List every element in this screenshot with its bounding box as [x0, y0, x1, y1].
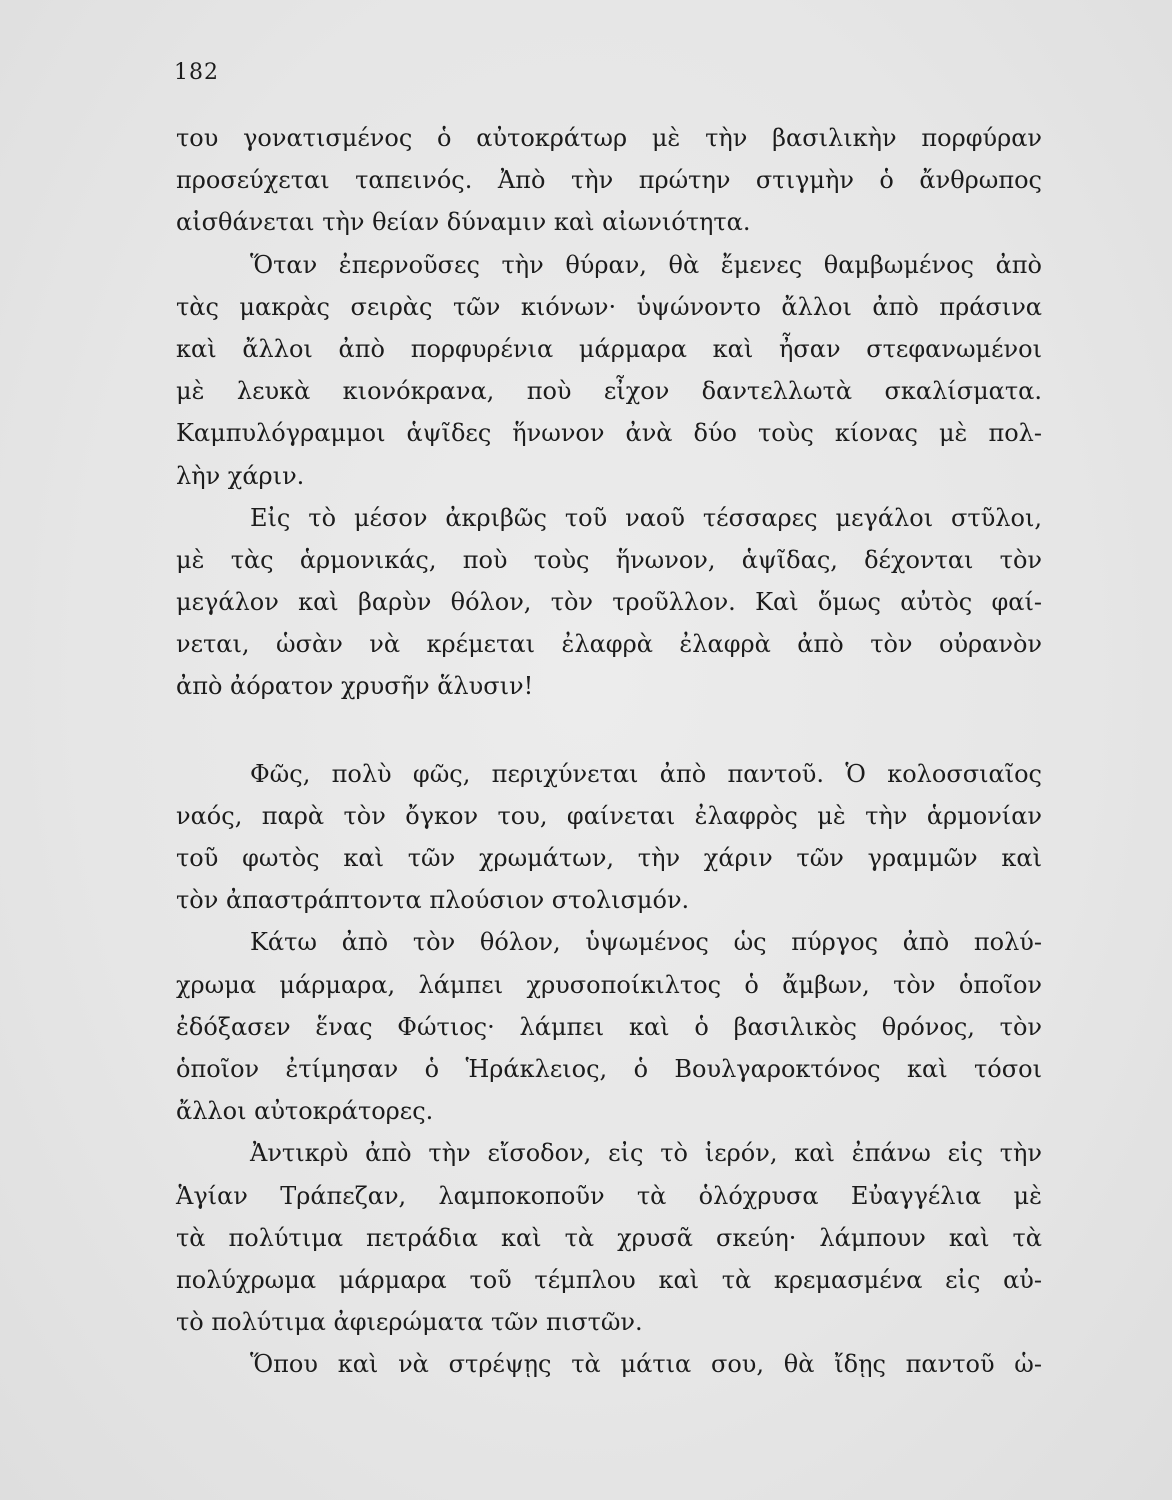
text-line: Ἁγίαν Τράπεζαν, λαμποκοποῦν τὰ ὁλόχρυσα Εὐαγγέλια μὲ: [176, 1181, 1042, 1210]
text-line: μεγάλον καὶ βαρὺν θόλον, τὸν τροῦλλον. Καὶ ὅμως αὐτὸς φαί-: [176, 588, 1042, 617]
text-line: ἀπὸ ἀόρατον χρυσῆν ἅλυσιν!: [176, 672, 534, 701]
paragraph: [176, 921, 1042, 1132]
text-line: ὁποῖον ἐτίμησαν ὁ Ἡράκλειος, ὁ Βουλγαροκτόνος καὶ τόσοι: [176, 1054, 1042, 1083]
body-text: [176, 117, 1042, 1385]
text-line: τὸν ἀπαστράπτοντα πλούσιον στολισμόν.: [176, 886, 690, 915]
text-line: ἄλλοι αὐτοκράτορες.: [176, 1097, 434, 1126]
paragraph: [176, 497, 1042, 708]
text-line: ναός, παρὰ τὸν ὄγκον του, φαίνεται ἐλαφρὸς μὲ τὴν ἁρμονίαν: [176, 801, 1042, 830]
paragraph: [176, 1132, 1042, 1343]
paragraph: [176, 244, 1042, 497]
text-line: προσεύχεται ταπεινός. Ἀπὸ τὴν πρώτην στιγμὴν ὁ ἄνθρωπος: [176, 166, 1042, 195]
text-line: Κάτω ἀπὸ τὸν θόλον, ὑψωμένος ὡς πύργος ἀπὸ πολύ-: [250, 928, 1042, 957]
text-line: πολύχρωμα μάρμαρα τοῦ τέμπλου καὶ τὰ κρεμασμένα εἰς αὐ-: [176, 1265, 1042, 1294]
paragraph: [176, 753, 1042, 922]
text-line: καὶ ἄλλοι ἀπὸ πορφυρένια μάρμαρα καὶ ἦσαν στεφανωμένοι: [176, 334, 1042, 363]
text-line: τὰ πολύτιμα πετράδια καὶ τὰ χρυσᾶ σκεύη· λάμπουν καὶ τὰ: [176, 1223, 1042, 1252]
text-line: μὲ λευκὰ κιονόκρανα, ποὺ εἶχον δαντελλωτὰ σκαλίσματα.: [176, 377, 1042, 406]
text-line: αἰσθάνεται τὴν θείαν δύναμιν καὶ αἰωνιότητα.: [176, 208, 751, 237]
text-line: Εἰς τὸ μέσον ἀκριβῶς τοῦ ναοῦ τέσσαρες μεγάλοι στῦλοι,: [250, 503, 1042, 532]
text-line: λὴν χάριν.: [176, 461, 305, 490]
paragraph: [176, 117, 1042, 244]
text-line: Καμπυλόγραμμοι ἁψῖδες ἥνωνον ἀνὰ δύο τοὺς κίονας μὲ πολ-: [176, 419, 1042, 448]
paragraph: [176, 1343, 1042, 1385]
text-line: Φῶς, πολὺ φῶς, περιχύνεται ἀπὸ παντοῦ. Ὁ κολοσσιαῖος: [250, 759, 1042, 788]
text-line: τὰς μακρὰς σειρὰς τῶν κιόνων· ὑψώνοντο ἄλλοι ἀπὸ πράσινα: [176, 292, 1042, 321]
text-line: νεται, ὡσὰν νὰ κρέμεται ἐλαφρὰ ἐλαφρὰ ἀπὸ τὸν οὐρανὸν: [176, 630, 1042, 659]
text-line: Ὅπου καὶ νὰ στρέψῃς τὰ μάτια σου, θὰ ἴδῃς παντοῦ ὡ-: [250, 1350, 1042, 1379]
text-line: χρωμα μάρμαρα, λάμπει χρυσοποίκιλτος ὁ ἄμβων, τὸν ὁποῖον: [176, 970, 1042, 999]
page-number: 182: [174, 60, 219, 85]
text-line: ἐδόξασεν ἕνας Φώτιος· λάμπει καὶ ὁ βασιλικὸς θρόνος, τὸν: [176, 1012, 1042, 1041]
text-line: τοῦ φωτὸς καὶ τῶν χρωμάτων, τὴν χάριν τῶν γραμμῶν καὶ: [176, 844, 1042, 872]
text-line: τὸ πολύτιμα ἀφιερώματα τῶν πιστῶν.: [176, 1308, 643, 1337]
text-line: του γονατισμένος ὁ αὐτοκράτωρ μὲ τὴν βασιλικὴν πορφύραν: [176, 124, 1042, 152]
text-line: μὲ τὰς ἁρμονικάς, ποὺ τοὺς ἥνωνον, ἁψῖδας, δέχονται τὸν: [176, 545, 1042, 574]
text-line: Ὅταν ἐπερνοῦσες τὴν θύραν, θὰ ἔμενες θαμβωμένος ἀπὸ: [250, 250, 1042, 279]
text-line: Ἀντικρὺ ἀπὸ τὴν εἴσοδον, εἰς τὸ ἱερόν, καὶ ἐπάνω εἰς τὴν: [250, 1139, 1042, 1168]
